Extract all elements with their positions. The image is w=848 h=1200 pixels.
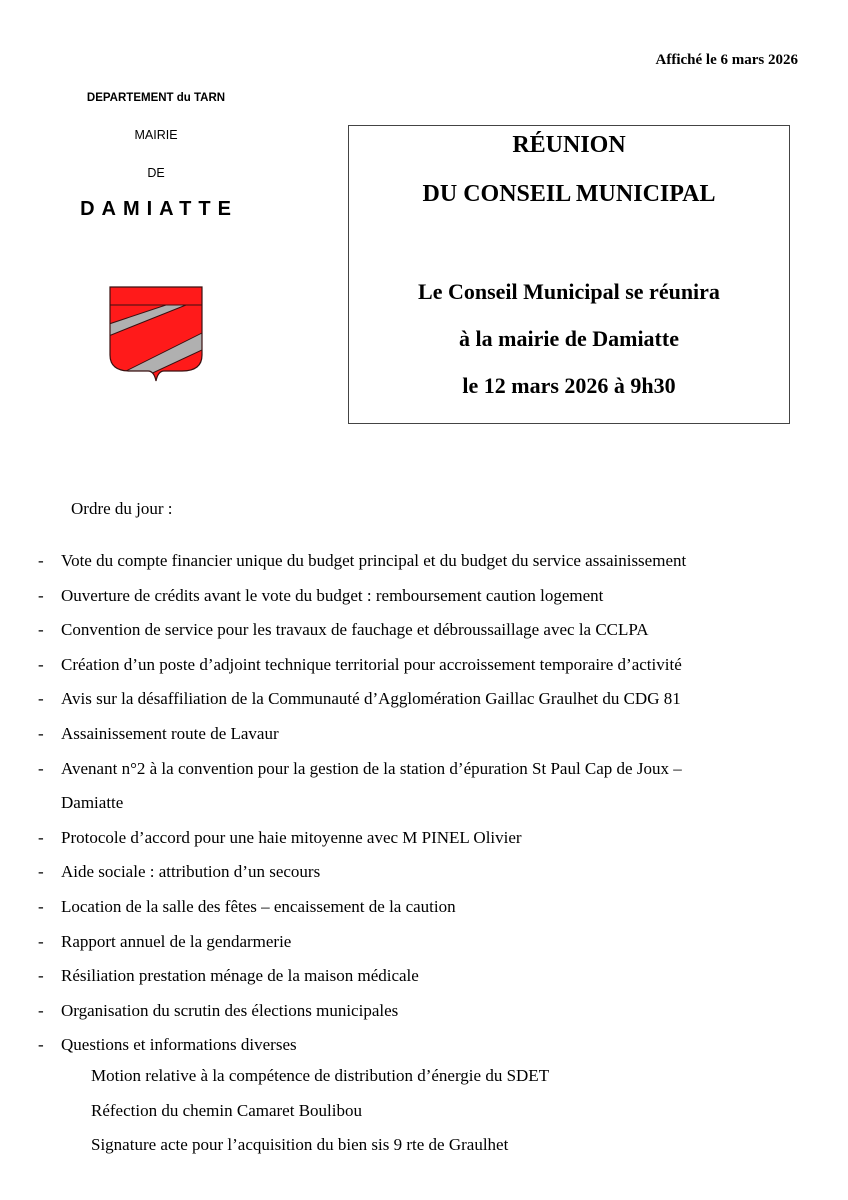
agenda-item-text: Aide sociale : attribution d’un secours	[61, 862, 321, 882]
bullet-dash: -	[38, 862, 44, 882]
agenda-item-text: Protocole d’accord pour une haie mitoyenne avec M PINEL Olivier	[61, 827, 522, 847]
municipality-header	[56, 90, 256, 221]
bullet-dash: -	[38, 758, 44, 778]
agenda-sub-item: Réfection du chemin Camaret Boulibou	[91, 1100, 362, 1120]
agenda-item-text: Assainissement route de Lavaur	[61, 723, 279, 743]
agenda-sub-item: Motion relative à la compétence de distribution d’énergie du SDET	[91, 1066, 550, 1085]
agenda-item	[38, 1028, 828, 1063]
meeting-announcement-box	[348, 125, 790, 424]
agenda-item	[38, 959, 828, 994]
posted-date: Affiché le 6 mars 2026	[655, 52, 798, 68]
meeting-detail-line2: à la mairie de Damiatte	[459, 326, 679, 351]
agenda-item-text: Résiliation prestation ménage de la maison médicale	[61, 966, 419, 986]
bullet-dash: -	[38, 931, 44, 951]
bullet-dash: -	[38, 654, 44, 674]
agenda-item	[38, 855, 828, 890]
agenda-item	[38, 752, 828, 787]
meeting-title-line1: RÉUNION	[512, 132, 626, 158]
agenda-item	[38, 821, 828, 856]
agenda-item	[38, 890, 828, 925]
agenda-item-text: Damiatte	[61, 793, 124, 813]
commune-name: DAMIATTE	[80, 198, 238, 220]
agenda-item-text: Création d’un poste d’adjoint technique territorial pour accroissement temporaire d’activité	[61, 654, 682, 674]
agenda-item-text: Location de la salle des fêtes – encaissement de la caution	[61, 896, 456, 916]
agenda-item-text: Rapport annuel de la gendarmerie	[61, 931, 292, 951]
agenda-item	[38, 544, 828, 579]
agenda-item	[38, 925, 828, 960]
agenda-sub-item: Signature acte pour l’acquisition du bien sis 9 rte de Graulhet	[91, 1135, 509, 1155]
agenda-title: Ordre du jour :	[71, 499, 173, 518]
bullet-dash: -	[38, 896, 44, 916]
agenda-sub-list	[91, 1059, 549, 1163]
meeting-date-time: le 12 mars 2026 à 9h30	[462, 373, 676, 398]
bullet-dash: -	[38, 1035, 44, 1055]
agenda-item	[38, 648, 828, 683]
agenda-item	[38, 682, 828, 717]
coat-of-arms-icon	[108, 285, 204, 385]
bullet-dash: -	[38, 551, 44, 570]
bullet-dash: -	[38, 723, 44, 743]
agenda-item	[38, 717, 828, 752]
agenda-item-text: Organisation du scrutin des élections municipales	[61, 1000, 399, 1020]
department-name: DEPARTEMENT du TARN	[86, 92, 226, 104]
agenda-item-text: Vote du compte financier unique du budget principal et du budget du service assainissement	[61, 551, 687, 570]
agenda-item-text: Avenant n°2 à la convention pour la gestion de la station d’épuration St Paul Cap de Joux –	[61, 758, 682, 778]
agenda-item-continuation	[38, 786, 828, 821]
bullet-dash: -	[38, 585, 44, 605]
meeting-detail-line1: Le Conseil Municipal se réunira	[418, 279, 720, 304]
agenda-item	[38, 994, 828, 1029]
meeting-title-line2: DU CONSEIL MUNICIPAL	[422, 181, 716, 207]
bullet-dash: -	[38, 689, 44, 709]
mairie-label: MAIRIE	[134, 128, 178, 142]
agenda-item-text: Questions et informations diverses	[61, 1035, 297, 1055]
agenda-list	[38, 544, 828, 1063]
agenda-item-text: Avis sur la désaffiliation de la Communauté d’Agglomération Gaillac Graulhet du CDG 81	[61, 689, 681, 709]
bullet-dash: -	[38, 1000, 44, 1020]
agenda-item-text: Ouverture de crédits avant le vote du budget : remboursement caution logement	[61, 585, 604, 605]
bullet-dash: -	[38, 827, 44, 847]
bullet-dash: -	[38, 620, 44, 640]
agenda-item	[38, 579, 828, 614]
bullet-dash: -	[38, 966, 44, 986]
agenda-item	[38, 613, 828, 648]
agenda-item-text: Convention de service pour les travaux de fauchage et débroussaillage avec la CCLPA	[61, 620, 649, 640]
de-label: DE	[147, 166, 165, 180]
